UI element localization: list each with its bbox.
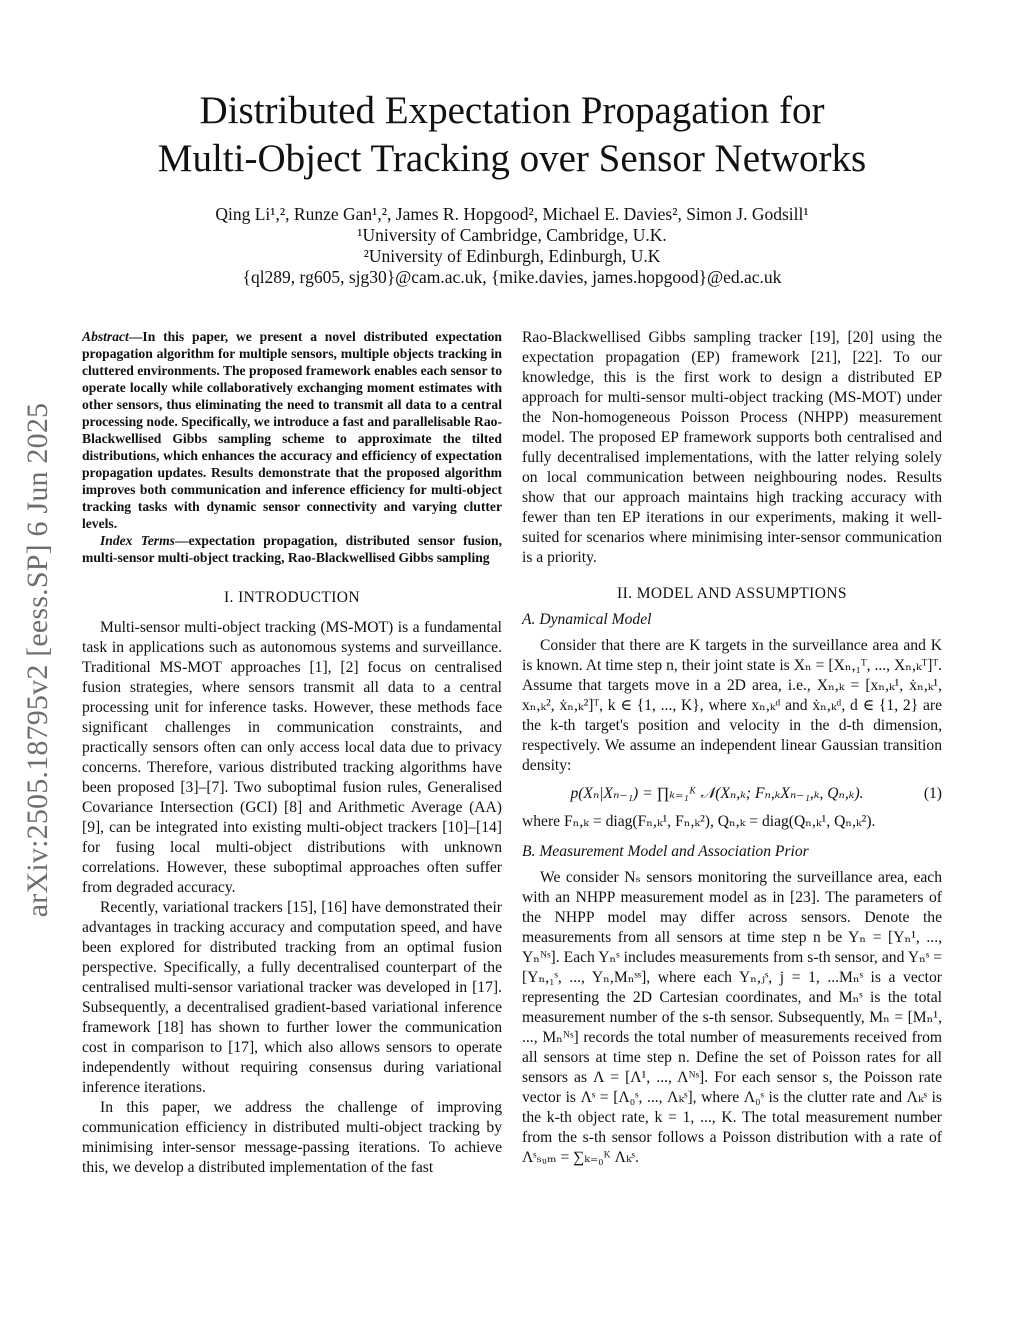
author-list: Qing Li¹,², Runze Gan¹,², James R. Hopgood², Michael E. Davies², Simon J. Godsill¹ [215,204,809,224]
abstract [82,328,502,532]
measurement-model-paragraph: We consider Nₛ sensors monitoring the surveillance area, each with an NHPP measurement model as in [23]. The parameters of the NHPP model may differ across sensors. Denote the measurements from all sensors at time step n be Yₙ = [Yₙ¹, ..., Yₙᴺˢ]. Each Yₙˢ includes measurements from s-th sensor, and Yₙˢ = [Yₙ,₁ˢ, ..., Yₙ,Mₙˢˢ], where each Yₙ,ⱼˢ, j = 1, ...Mₙˢ is a vector representing the 2D Cartesian coordinates, and Mₙˢ is the total measurement number of the s-th sensor. Subsequently, Mₙ = [Mₙ¹, ..., Mₙᴺˢ] records the total number of measurements received from all sensors at time step n. Define the set of Poisson rates for all sensors as Λ = [Λ¹, ..., Λᴺˢ]. For each sensor s, the Poisson rate vector is Λˢ = [Λ₀ˢ, ..., Λₖˢ], where Λ₀ˢ is the clutter rate and Λₖˢ is the k-th object rate, k = 1, ..., K. The total measurement number from the s-th sensor follows a Poisson distribution with a rate of Λˢₛᵤₘ = ∑ₖ₌₀ᴷ Λₖˢ. [522,869,942,1166]
paper-title-line-1: Distributed Expectation Propagation for [199,89,825,132]
section-heading-model: II. MODEL AND ASSUMPTIONS [617,585,847,602]
affiliation-1: ¹University of Cambridge, Cambridge, U.K. [357,225,667,245]
right-column [522,328,942,1168]
paper-title-line-2: Multi-Object Tracking over Sensor Networks [157,137,867,180]
author-block [100,204,924,288]
section-heading-introduction: I. INTRODUCTION [223,589,360,606]
equation-1-body: p(Xₙ|Xₙ₋₁) = ∏ₖ₌₁ᴷ 𝒩(Xₙ,ₖ; Fₙ,ₖXₙ₋₁,ₖ, Qₙ,ₖ). [570,785,864,802]
equation-1-number: (1) [923,785,942,802]
index-terms [82,532,502,566]
author-emails: {ql289, rg605, sjg30}@cam.ac.uk, {mike.davies, james.hopgood}@ed.ac.uk [242,267,782,287]
arxiv-identifier [12,375,64,945]
dynamical-model-definitions: where Fₙ,ₖ = diag(Fₙ,ₖ¹, Fₙ,ₖ²), Qₙ,ₖ = diag(Qₙ,ₖ¹, Qₙ,ₖ²). [522,813,876,830]
subsection-heading-measurement-model: B. Measurement Model and Association Prior [522,843,809,860]
index-terms-text: —expectation propagation, distributed sensor fusion, multi-sensor multi-object tracking, Rao-Blackwellised Gibbs sampling [82,533,502,565]
intro-paragraph-3-continued: Rao-Blackwellised Gibbs sampling tracker [19], [20] using the expectation propagation (EP) framework [21], [22]. To our knowledge, this is the first work to design a distributed EP approach for multi-sensor multi-object tracking (MS-MOT) under the Non-homogeneous Poisson Process (NHPP) measurement model. The proposed EP framework supports both centralised and fully decentralised implementations, with the latter relying solely on local communication between neighbouring nodes. Results show that our approach maintains high tracking accuracy with fewer than ten EP iterations in our experiments, making it well-suited for scenarios where minimising inter-sensor communication is a priority. [522,329,942,566]
equation-1 [522,784,942,804]
intro-paragraph-3: In this paper, we address the challenge of improving communication efficiency in distributed multi-object tracking by minimising inter-sensor message-passing iterations. To achieve this, we develop a distributed implementation of the fast [82,1099,502,1176]
intro-paragraph-1: Multi-sensor multi-object tracking (MS-MOT) is a fundamental task in applications such as autonomous systems and surveillance. Traditional MS-MOT approaches [1], [2] focus on centralised fusion strategies, where sensors transmit all data to a central processing unit for inference tasks. However, these methods face significant challenges in communication constraints, and practically sensors often can only access local data due to privacy concerns. Therefore, various distributed tracking algorithms have been proposed [3]–[7]. Two suboptimal fusion rules, Generalised Covariance Intersection (GCI) [8] and Arithmetic Average (AA) [9], can be integrated into existing multi-object trackers [10]–[14] for fusing local multi-object distributions with unknown correlations. However, these suboptimal approaches often suffer from degraded accuracy. [82,619,502,896]
affiliation-2: ²University of Edinburgh, Edinburgh, U.K [363,246,661,266]
left-column [82,328,502,1178]
intro-paragraph-2: Recently, variational trackers [15], [16] have demonstrated their advantages in tracking accuracy and computation speed, and have been explored for distributed tracking from an optimal fusion perspective. Specifically, a fully decentralised counterpart of the centralised multi-sensor variational tracker was developed in [17]. Subsequently, a decentralised gradient-based variational inference framework [18] has shown to further lower the communication cost in comparison to [17], which also allows sensors to operate independently without requiring consensus during variational inference iterations. [82,899,502,1096]
arxiv-identifier-text: arXiv:2505.18795v2 [eess.SP] 6 Jun 2025 [21,402,55,918]
dynamical-model-paragraph: Consider that there are K targets in the surveillance area and K is known. At time step n, their joint state is Xₙ = [Xₙ,₁ᵀ, ..., Xₙ,ₖᵀ]ᵀ. Assume that targets move in a 2D area, i.e., Xₙ,ₖ = [xₙ,ₖ¹, ẋₙ,ₖ¹, xₙ,ₖ², ẋₙ,ₖ²]ᵀ, k ∈ {1, ..., K}, where xₙ,ₖᵈ and ẋₙ,ₖᵈ, d ∈ {1, 2} are the k-th target's position and velocity in the d-th dimension, respectively. We assume an independent linear Gaussian transition density: [522,637,942,774]
abstract-text: —In this paper, we present a novel distributed expectation propagation algorithm for multiple sensors, multiple objects tracking in cluttered environments. The proposed framework enables each sensor to operate locally while collaboratively exchanging moment estimates with other sensors, thus eliminating the need to transmit all data to a central processing node. Specifically, we introduce a fast and parallelisable Rao-Blackwellised Gibbs sampling scheme to approximate the tilted distributions, which enhances the accuracy and efficiency of expectation propagation updates. Results demonstrate that the proposed algorithm improves both communication and inference efficiency for multi-object tracking tasks with dynamic sensor connectivity and varying clutter levels. [82,329,502,531]
subsection-heading-dynamical-model: A. Dynamical Model [522,611,652,628]
abstract-label: Abstract [82,329,129,344]
index-terms-label: Index Terms [100,533,175,548]
